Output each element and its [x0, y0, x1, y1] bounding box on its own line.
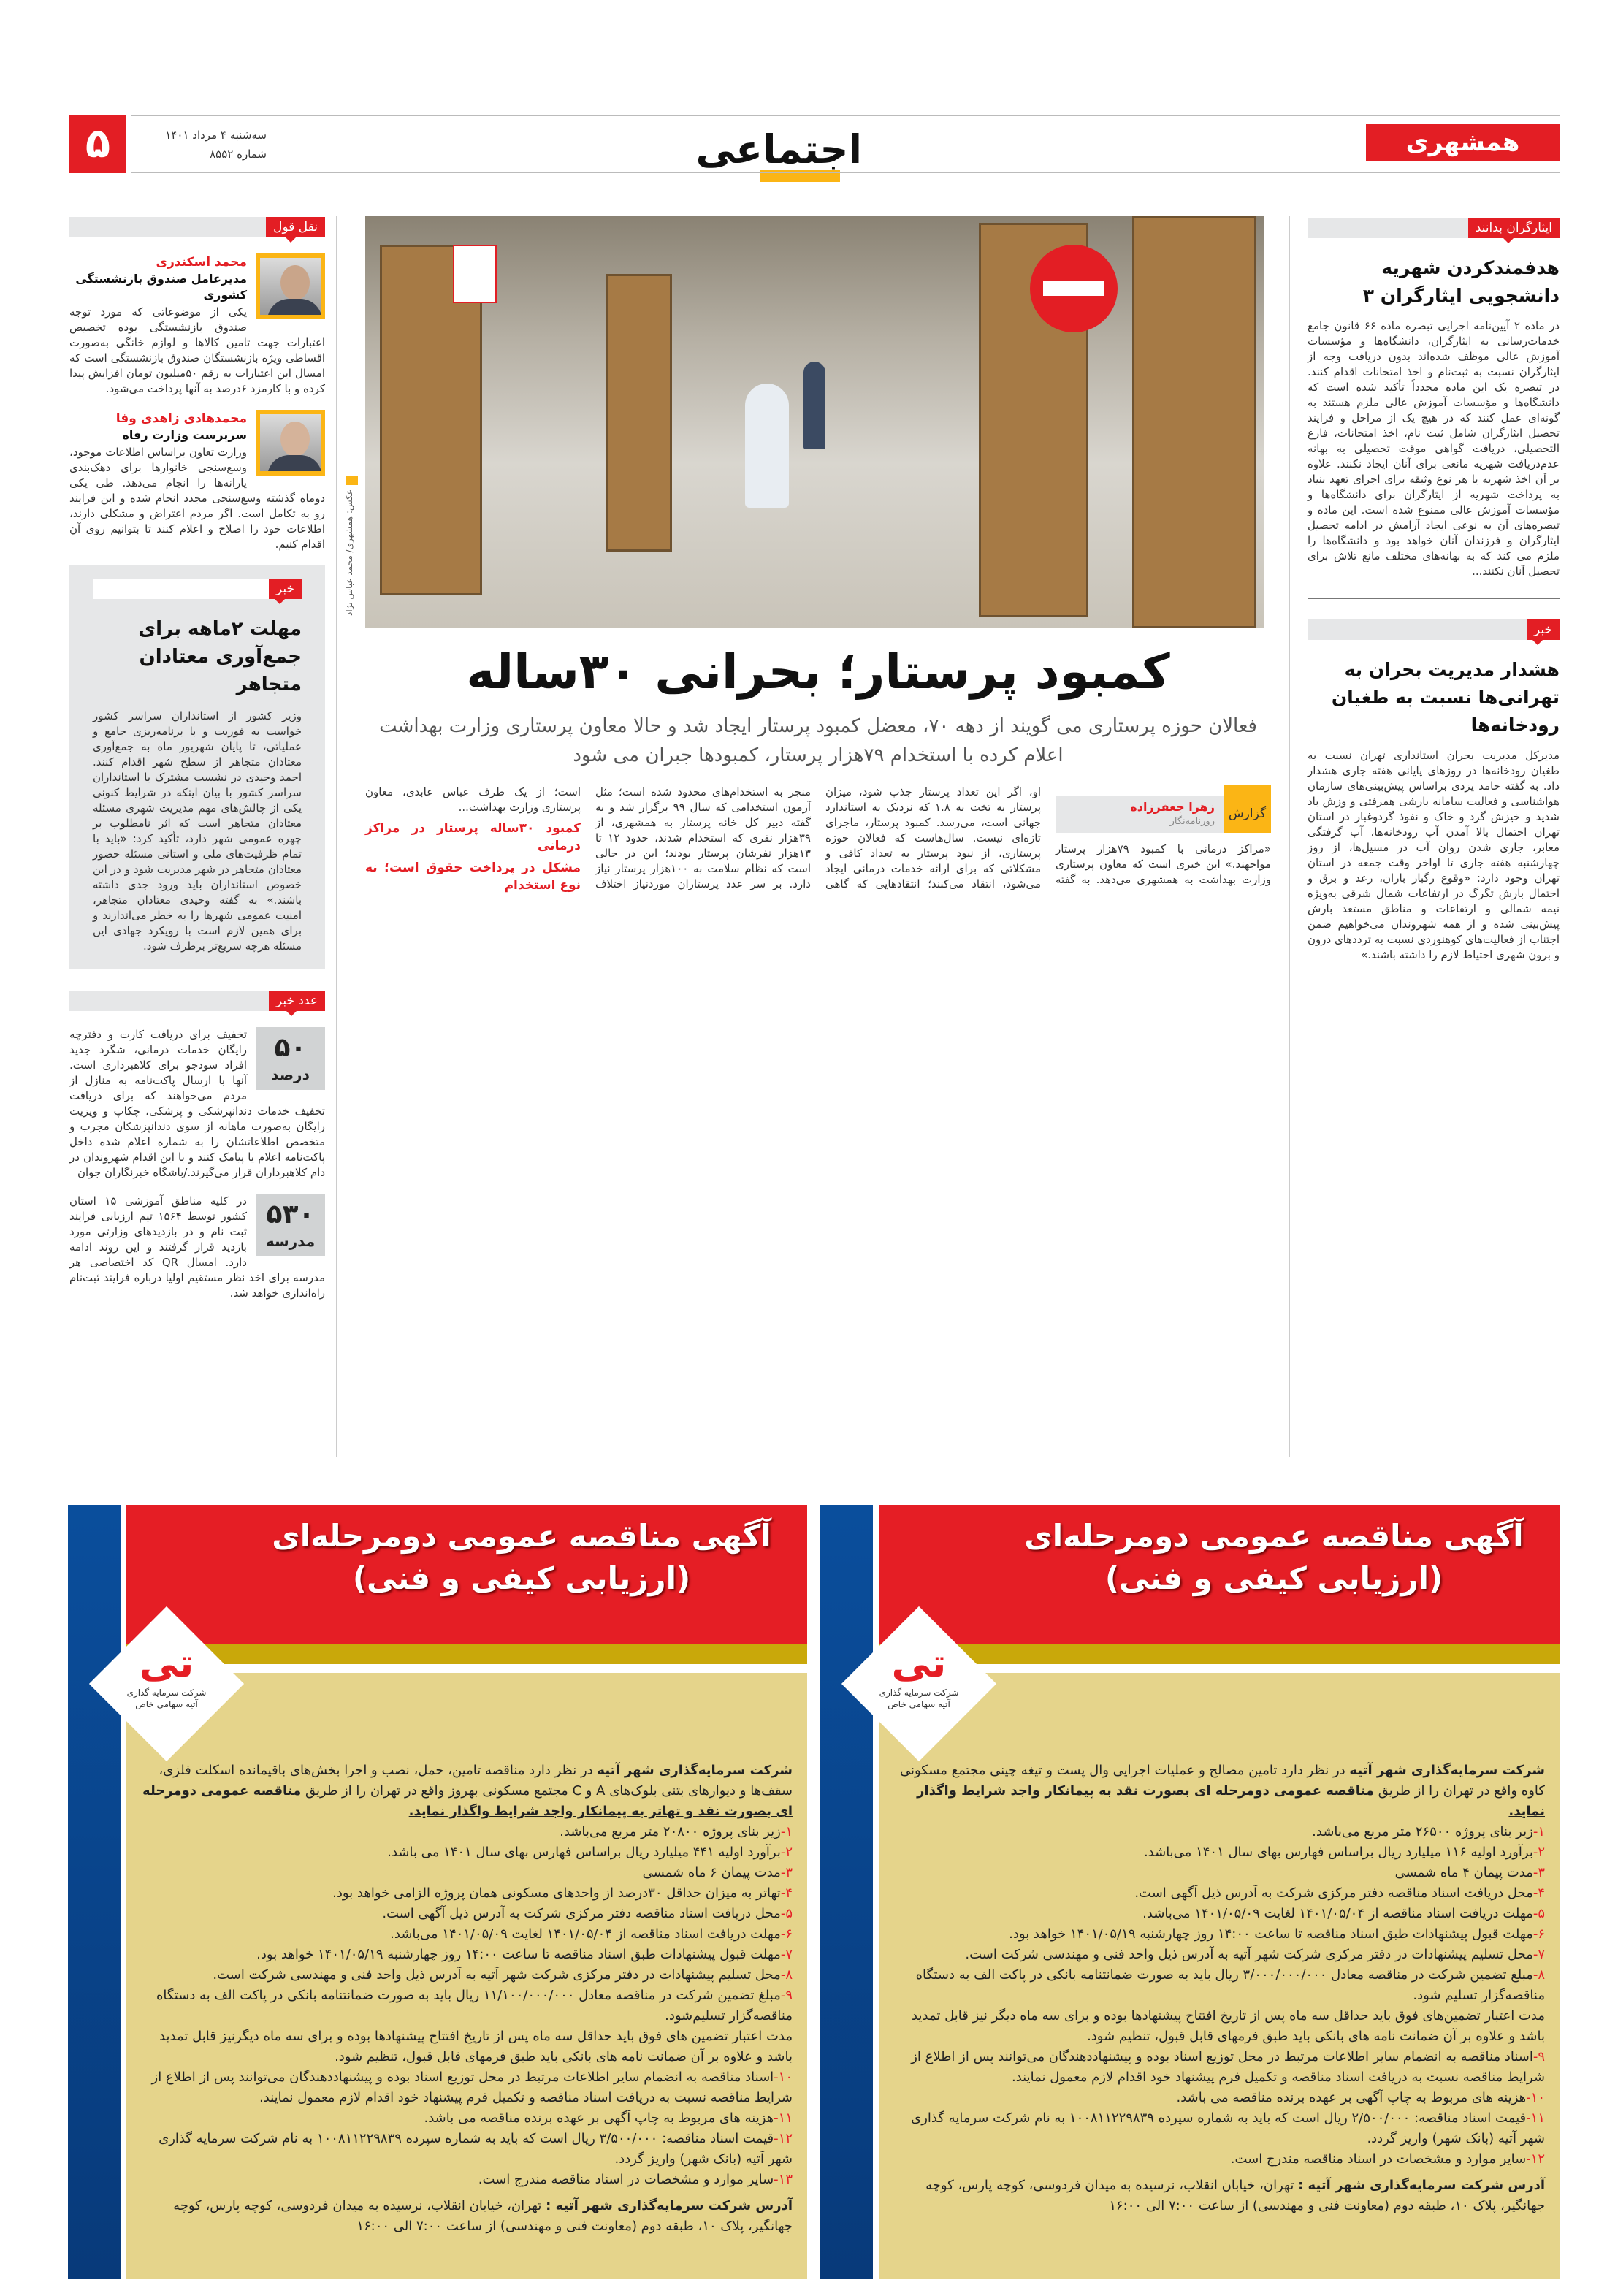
ad-item	[141, 1822, 793, 1842]
issue-number: شماره ۸۵۵۲	[210, 148, 267, 161]
ad-company: شرکت سرمایه‌گذاری شهر آتیه	[1349, 1763, 1545, 1778]
ad-item	[893, 2047, 1545, 2088]
no-smoking-sign	[453, 245, 497, 303]
section-title	[695, 126, 862, 179]
article-subhead: کمبود ۳۰ساله پرستار در مراکز درمانی	[365, 821, 581, 853]
ad-item-text: مهلت دریافت اسناد مناقصه از ۱۴۰۱/۰۵/۰۴ لغایت ۱۴۰۱/۰۵/۰۹ می‌باشد.	[1142, 1906, 1533, 1921]
left-column	[69, 217, 325, 1314]
ad-item	[893, 2108, 1545, 2149]
ad-items	[141, 1822, 793, 2190]
nurse-figure	[745, 384, 789, 508]
ad-item-text: اسناد مناقصه به انضمام سایر اطلاعات مرتبط در محل توزیع اسناد بوده و پیشنهاددهندگان می‌توانند پس از اطلاع از شرایط مناقصه نسبت به دریافت اسناد مناقصه و تکمیل فرم پیشنهاد خود اقدام لازم معمول نمایند.	[911, 2049, 1545, 2085]
photo-caption: عکس: همشهری/ محمد عباس نژاد	[344, 489, 354, 617]
no-entry-sign	[1030, 245, 1118, 332]
issue-date: سه‌شنبه ۴ مرداد ۱۴۰۱	[165, 129, 267, 142]
number-value: ۵۳۰	[266, 1200, 315, 1229]
article-paragraph: «مراکز درمانی با کمبود ۷۹هزار پرستار مواجهند.» این خبری است که معاون پرستاری وزارت بهداشت به همشهری می‌دهد. به گفته او، اگر این تعداد پرستار جذب شود، میزان پرستار به تخت به ۱.۸ که نزدیک به استاندارد جهانی است، می‌رسد. کمبود پرستار، ماجرای تازه‌ای نیست. سال‌هاست که فعالان حوزه پرستاری، از نبود پرستار به تعداد کافی و مشکلاتی که برای ارائه خدمات درمانی ایجاد می‌شود، انتقاد می‌کنند؛ انتقادهایی که گاهی منجر به استخدام‌های محدود شده است؛ مثل آزمون استخدامی که سال ۹۹ برگزار شد و به گفته دبیر کل خانه پرستار به همشهری، از ۳۹هزار نفری که استخدام شدند، حدود ۱۲ تا ۱۳هزار نفرشان پرستار بودند؛ این در حالی است که نظام سلامت به ۱۰۰هزار پرستار نیاز دارد. بر سر عدد پرستاران موردنیاز اختلاف است؛ از یک طرف عباس عابدی، معاون پرستاری وزارت بهداشت...	[365, 785, 1271, 890]
portrait-eskandari	[256, 253, 325, 319]
ad-item	[141, 1924, 793, 1945]
ad-item	[141, 2108, 793, 2129]
issue-info	[135, 126, 267, 164]
ad-item	[141, 2026, 793, 2067]
ad-intro	[893, 1761, 1545, 1822]
main-article-body	[365, 785, 1271, 894]
ad-item-number: ۱۲-	[1526, 2151, 1545, 2167]
ad-intro-bold: مناقصه عمومی دومرحله ای بصورت نقد به پیمانکار واجد شرایط واگذار نماید.	[917, 1783, 1545, 1819]
nurse-figure	[804, 362, 825, 449]
author-role: روزنامه‌نگار	[1169, 816, 1215, 827]
ad-item	[893, 1965, 1545, 2006]
ad-item-number: ۲-	[780, 1845, 793, 1860]
ad-item	[141, 2067, 793, 2108]
main-dek: فعالان حوزه پرستاری می گویند از دهه ۷۰، معضل کمبود پرستار ایجاد شد و حالا معاون پرستاری وزارت بهداشت اعلام کرده با استخدام ۷۹هزار پرستار، کمبودها جبران می شود	[379, 715, 1257, 766]
column-divider	[336, 216, 337, 1457]
ad-item-text: هزینه های مربوط به چاپ آگهی بر عهده برنده مناقصه می باشد.	[424, 2110, 774, 2126]
ad-item	[893, 1904, 1545, 1924]
ad-item-number: ۹-	[1532, 2049, 1545, 2064]
ad-item-text: محل تسلیم پیشنهادات در دفتر مرکزی شرکت شهر آتیه به آدرس ذیل واحد فنی و مهندسی شرکت است.	[213, 1967, 781, 1983]
ad-gold-band	[126, 1644, 807, 1664]
ad-address-label: آدرس شرکت سرمایه‌گذاری شهر آتیه :	[546, 2198, 793, 2213]
ad-item	[893, 1822, 1545, 1842]
ad-item	[141, 2129, 793, 2170]
ad-item	[893, 2149, 1545, 2170]
atieh-logo-text: شرکت سرمایه گذاری آتیه سهامی خاص	[126, 1687, 207, 1709]
ad-item-text: قیمت اسناد مناقصه: ۳/۵۰۰/۰۰۰ ریال است که باید به شماره سپرده ۱۰۰۸۱۱۲۲۹۸۳۹ به نام شرکت سرمایه گذاری شهر آتیه (بانک شهر) واریز گردد.	[159, 2131, 793, 2167]
ad-intro-text: در نظر دارد مناقصه تامین، حمل، نصب و اجرا بخش‌های باقیمانده اسکلت فلزی، سقف‌ها و دیوارهای بتنی بلوک‌های A و C مجتمع مسکونی بهروز واقع در تهران را از طریق	[159, 1763, 793, 1799]
veterans-tag-bar	[1308, 218, 1560, 238]
main-story	[365, 637, 1271, 894]
atieh-logo: تی شرکت سرمایه گذاری آتیه سهامی خاص	[864, 1640, 974, 1735]
quotes-tag: نقل قول	[266, 217, 325, 237]
ad-item-text: زیر بنای پروژه ۲۰۸۰۰ متر مربع می‌باشد.	[560, 1824, 781, 1839]
ad-item-number: ۱۳-	[774, 2172, 793, 2187]
ad-intro	[141, 1761, 793, 1822]
quote-item	[69, 410, 325, 552]
ad-item-text: محل دریافت اسناد مناقصه دفتر مرکزی شرکت به آدرس ذیل آگهی است.	[382, 1906, 781, 1921]
ad-address-text: تهران، خیابان انقلاب، نرسیده به میدان فردوسی، کوچه پارس، کوچه جهانگیر، پلاک ۱۰، طبقه دوم (معاونت فنی و مهندسی) از ساعت ۷:۰۰ الی ۱۶:۰۰	[173, 2198, 793, 2234]
news-tag-bar	[93, 579, 302, 599]
portrait-zahedi-vafa	[256, 410, 325, 476]
atieh-logo: تی شرکت سرمایه گذاری آتیه سهامی خاص	[112, 1640, 221, 1735]
main-headline: کمبود پرستار؛ بحرانی ۳۰ساله	[466, 644, 1170, 700]
author-name: زهرا جعفرزاده	[1130, 800, 1215, 814]
veterans-text: در ماده ۲ آیین‌نامه اجرایی تبصره ماده ۶۶ قانون جامع خدمات‌رسانی به ایثارگران، دانشگاه‌ها و مؤسسات آموزش عالی موظف شده‌اند بدون دریافت وجه از ایثارگران نسبت به ثبت‌نام و اخذ امتحانات اقدام کنند. در تبصره یک این ماده مجدداً تأکید شده است که دانشگاه‌ها و مؤسسات آموزش عالی ملزم هستند به گونه‌ای عمل کنند که در هیچ یک از مراحل و فرایند تحصیل ایثارگران شامل ثبت نام، اخذ امتحانات، فارغ التحصیلی، دریافت گواهی موقت تحصیلی به بهانه عدم‌دریافت شهریه مانعی برای آنان ایجاد نکنند. علاوه بر آن اخذ شهریه یا هر نوع وثیقه برای اجرای تعهد بنیاد به پرداخت شهریه از ایثارگران برای دانشگاه‌ها و مؤسسات آموزش عالی ممنوع شده است. این ماده و تبصره‌های آن به نوعی ایجاد آرامش در ادامه تحصیل ایثارگران و فرزندان آنان خواهد بود و دانشگاه‌ها را ملزم می کند که به بهانه‌های مختلف مانع تلاش برای تحصیل آنان نکنند...	[1308, 319, 1560, 578]
ad-address	[893, 2175, 1545, 2216]
numbers-tag-bar	[69, 991, 325, 1011]
ad-title-line: آگهی مناقصه عمومی دومرحله‌ای	[1024, 1518, 1524, 1554]
door	[606, 274, 672, 552]
ad-item-number: ۶-	[780, 1926, 793, 1942]
ad-item	[893, 1883, 1545, 1904]
caption-marker	[346, 476, 358, 485]
ad-item-text: مهلت قبول پیشنهادات طبق اسناد مناقصه تا ساعت ۱۴:۰۰ روز چهارشنبه ۱۴۰۱/۰۵/۱۹ خواهد بود.	[1009, 1926, 1533, 1942]
news-tag: خبر	[269, 579, 302, 599]
ad-item-number: ۴-	[780, 1885, 793, 1901]
ad-item-number: ۷-	[1532, 1947, 1545, 1962]
ad-address	[141, 2196, 793, 2237]
ad-subtitle-line: (ارزیابی کیفی و فنی)	[1104, 1560, 1443, 1596]
ad-title	[251, 1515, 793, 1600]
ad-item	[893, 1842, 1545, 1863]
ad-item-text: مدت اعتبار تضمین های فوق باید حداقل سه ماه پس از تاریخ افتتاح پیشنهادها بوده و برای سه ماه دیگرنیز قابل تمدید باشد و علاوه بر آن ضمانت نامه های بانکی باید طبق فرمهای قابل قبول، تنظیم شود.	[159, 2029, 793, 2064]
ad-item	[893, 2006, 1545, 2047]
header-top-rule	[131, 115, 1560, 116]
ad-item-number: ۲-	[1532, 1845, 1545, 1860]
ad-intro-text: در نظر دارد تامین مصالح و عملیات اجرایی وال پست و تیغه چینی مجتمع مسکونی کاوه واقع در تهران را از طریق	[900, 1763, 1545, 1799]
ad-item	[893, 1945, 1545, 1965]
column-divider	[1289, 216, 1290, 1457]
ad-text	[893, 1761, 1545, 2216]
quote-role: سرپرست وزارت رفاه	[122, 428, 247, 442]
ad-item-number: ۱-	[1532, 1824, 1545, 1839]
ad-item-text: مبلغ تضمین شرکت در مناقصه معادل ۱۱/۱۰۰/۰۰۰/۰۰۰ ریال باید به صورت ضمانتنامه بانکی در پاکت الف به دستگاه مناقصه‌گزار تسلیم‌شود.	[156, 1988, 793, 2024]
flood-news-title: هشدار مدیریت بحران به تهرانی‌ها نسبت به طغیان رودخانه‌ها	[1331, 659, 1560, 736]
ad-item	[141, 1842, 793, 1863]
ad-item-number: ۱۱-	[774, 2110, 793, 2126]
ad-item-text: مهلت قبول پیشنهادات طبق اسناد مناقصه تا ساعت ۱۴:۰۰ روز چهارشنبه ۱۴۰۱/۰۵/۱۹ خواهد بود.	[256, 1947, 781, 1962]
news-title: مهلت ۲ماهه برای جمع‌آوری معتادان متجاهر	[138, 618, 302, 695]
ad-item-number: ۳-	[1532, 1865, 1545, 1880]
ad-title	[1003, 1515, 1545, 1600]
hospital-corridor-photo	[365, 216, 1264, 628]
ad-item	[141, 1945, 793, 1965]
ad-item	[141, 1986, 793, 2026]
ad-item-number: ۵-	[1532, 1906, 1545, 1921]
ad-item-number: ۱۰-	[774, 2070, 793, 2085]
section-rule	[1308, 598, 1560, 599]
newspaper-logo: همشهری	[1366, 124, 1560, 161]
ad-item-text: مدت پیمان ۶ ماه شمسی	[642, 1865, 781, 1880]
ad-text	[141, 1761, 793, 2237]
ad-item-text: برآورد اولیه ۱۱۶ میلیارد ریال براساس فهارس بهای سال ۱۴۰۱ می‌باشد.	[1143, 1845, 1533, 1860]
news-box-addicts	[69, 565, 325, 969]
ad-item-text: محل تسلیم پیشنهادات در دفتر مرکزی شرکت شهر آتیه به آدرس ذیل واحد فنی و مهندسی شرکت است.	[965, 1947, 1533, 1962]
veterans-tag: ایثارگران بدانند	[1468, 218, 1560, 238]
ad-item-number: ۷-	[780, 1947, 793, 1962]
ad-item-text: سایر موارد و مشخصات در اسناد مناقصه مندرج است.	[478, 2172, 774, 2187]
quotes-tag-bar	[69, 217, 325, 237]
ad-item	[141, 1883, 793, 1904]
ad-item-number: ۱۰-	[1526, 2090, 1545, 2105]
ad-item-number: ۳-	[780, 1865, 793, 1880]
ad-item-number: ۸-	[780, 1967, 793, 1983]
veterans-title: هدفمندکردن شهریه دانشجویی ایثارگران ۳	[1362, 257, 1560, 306]
ad-item-text: سایر موارد و مشخصات در اسناد مناقصه مندرج است.	[1230, 2151, 1527, 2167]
atieh-logo-text: شرکت سرمایه گذاری آتیه سهامی خاص	[879, 1687, 959, 1709]
quote-text: وزارت تعاون براساس اطلاعات موجود، وسع‌سنجی خانوارها برای دهک‌بندی یارانه‌ها را انجام می‌دهد. طی یکی دوماه گذشته وسع‌سنجی مجدد انجام شده و این فرایند رو به تکامل است. اگر مردم اعتراض و مشکلی دارند، اطلاعات خود را اصلاح و اعلام کنند تا بتوانیم روی آن اقدام کنیم.	[69, 446, 325, 551]
ad-item-number: ۱۱-	[1526, 2110, 1545, 2126]
ad-item-text: هزینه های مربوط به چاپ آگهی بر عهده برنده مناقصه می باشد.	[1176, 2090, 1527, 2105]
quote-role: مدیرعامل صندوق بازنشستگی کشوری	[75, 272, 247, 302]
ad-item	[141, 1863, 793, 1883]
number-unit: درصد	[271, 1066, 310, 1083]
ad-subtitle-line: (ارزیابی کیفی و فنی)	[352, 1560, 691, 1596]
numbers-tag: عدد خبر	[269, 991, 325, 1011]
quote-name: محمدهادی زاهدی وفا	[115, 411, 247, 426]
number-text: در کلیه مناطق آموزشی ۱۵ استان کشور توسط ۱۵۶۴ تیم ارزیابی فرایند ثبت نام و در بازدیدهای وزارتی مورد بازدید قرار گرفتند و این روند ادامه دارد. امسال QR کد اختصاصی هر مدرسه برای اخذ نظر مستقیم اولیا درباره فرایند ثبت‌نام راه‌اندازی خواهد شد.	[69, 1194, 325, 1300]
ad-item	[893, 1863, 1545, 1883]
quote-item	[69, 253, 325, 397]
number-badge	[256, 1194, 325, 1256]
ad-item	[893, 1924, 1545, 1945]
ad-item-number: ۹-	[780, 1988, 793, 2003]
ad-item	[141, 1965, 793, 1986]
flood-news-text: مدیرکل مدیریت بحران استانداری تهران نسبت به طغیان رودخانه‌ها در روزهای پایانی هفته جاری هشدار داد. به گفته حامد یزدی براساس پیش‌بینی‌های سازمان هواشناسی و فعالیت سامانه بارشی همرفتی و وزش باد شدید و خیزش گرد و خاک و نفوذ گردوغبار در استان تهران احتمال بالا آمدن آب رودخانه‌ها، آب گرفتگی معابر، جاری شدن روان آب در مسیل‌ها، از روز چهارشنبه هفته جاری تا اواخر وقت جمعه در استان تهران وجود دارد: «وقوع رگبار باران، رعد و برق و احتمال بارش تگرگ در ارتفاعات شمال شرقی به‌ویژه نیمه شمالی و ارتفاعات و مناطق مستعد بارش پیش‌بینی شده و از همه شهروندان می‌خواهیم ضمن اجتناب از فعالیت‌های کوهنوردی نسبت به ترددهای درون و برون شهری احتیاط لازم را داشته باشند.»	[1308, 749, 1560, 961]
news-tag: خبر	[1527, 619, 1560, 640]
ad-item-text: مدت اعتبار تضمین‌های فوق باید حداقل سه ماه پس از تاریخ افتتاح پیشنهادها بوده و برای سه ماه دیگر نیز قابل تمدید باشد و علاوه بر آن ضمانت نامه های بانکی باید طبق فرمهای قابل قبول، تنظیم شود.	[912, 2008, 1545, 2044]
number-badge	[256, 1027, 325, 1090]
door	[1132, 216, 1256, 628]
ad-item	[893, 2088, 1545, 2108]
ad-item-number: ۶-	[1532, 1926, 1545, 1942]
number-value: ۵۰	[274, 1033, 307, 1063]
ad-blue-stripe	[820, 1505, 873, 2279]
byline	[1056, 796, 1224, 833]
section-title-text: اجتماعی	[695, 126, 862, 172]
quote-name: محمد اسکندری	[156, 255, 247, 270]
page-number: ۵	[69, 115, 126, 173]
ad-intro-bold: مناقصه عمومی دومرحله ای بصورت نقد و تهاتر به پیمانکار واجد شرایط واگذار نماید.	[142, 1783, 793, 1819]
right-column	[1308, 218, 1560, 963]
tender-ad-kaveh	[820, 1505, 1560, 2279]
ad-address-label: آدرس شرکت سرمایه‌گذاری شهر آتیه :	[1298, 2178, 1545, 2193]
ad-item	[141, 1904, 793, 1924]
ad-item-text: اسناد مناقصه به انضمام سایر اطلاعات مرتبط در محل توزیع اسناد بوده و پیشنهاددهندگان می‌توانند پس از اطلاع از شرایط مناقصه نسبت به دریافت اسناد مناقصه و تکمیل فرم پیشنهاد خود اقدام لازم معمول نمایند.	[151, 2070, 793, 2105]
ad-item-number: ۱-	[780, 1824, 793, 1839]
number-item	[69, 1027, 325, 1181]
ad-company: شرکت سرمایه‌گذاری شهر آتیه	[597, 1763, 793, 1778]
ad-item-text: زیر بنای پروژه ۲۶۵۰۰ متر مربع می‌باشد.	[1312, 1824, 1533, 1839]
ad-item-number: ۴-	[1532, 1885, 1545, 1901]
article-subhead: مشکل در پرداخت حقوق است؛ نه نوع استخدام	[365, 861, 581, 893]
ad-blue-stripe	[68, 1505, 121, 2279]
byline-header	[1056, 785, 1271, 833]
ad-item-number: ۸-	[1532, 1967, 1545, 1983]
ad-item-text: مدت پیمان ۴ ماه شمسی	[1394, 1865, 1533, 1880]
news-text: وزیر کشور از استانداران سراسر کشور خواست به فوریت و با برنامه‌ریزی جامع و عملیاتی، تا پایان شهریور ماه به جمع‌آوری معتادان متجاهر از سطح شهر اقدام کنند. احمد وحیدی در نشست مشترک با استانداران سراسر کشور با بیان اینکه در شرایط کنونی یکی از چالش‌های مهم مدیریت شهری مسئله معتادان متجاهر است که اثر نامطلوب بر چهره عمومی شهر دارد، تأکید کرد: «باید با تمام ظرفیت‌های ملی و استانی مسئله حضور معتادان متجاهر در شهر مدیریت شود و در این خصوص استانداران باید ورود جدی داشته باشند.» به گفته وحیدی معتادان متجاهر، امنیت عمومی شهرها را به خطر می‌اندازند و برای همین لازم است با رویکرد جهادی این مسئله هرچه سریع‌تر برطرف شود.	[93, 709, 302, 953]
number-item	[69, 1194, 325, 1301]
news-tag-bar	[1308, 619, 1560, 640]
number-text: تخفیف برای دریافت کارت و دفترچه رایگان خدمات درمانی، شگرد جدید افراد سودجو برای کلاهبرداری است. آنها با ارسال پاکت‌نامه به منازل از مردم می‌خواهند که برای دریافت تخفیف خدمات دندانپزشکی و پزشکی، چکاپ و ویزیت رایگان به‌صورت ماهانه از سوی دندانپزشکان مجرب و متخصص اطلاعاتشان را به شماره اعلام شده داخل پاکت‌نامه اعلام یا پیامک کنند و با این اقدام شهروندان در دام کلاهبرداران قرار می‌گیرند./باشگاه خبرنگاران جوان	[69, 1028, 325, 1179]
quote-text: یکی از موضوعاتی که مورد توجه صندوق بازنشستگی بوده تخصیص اعتبارات جهت تامین کالاها و لوازم خانگی به‌صورت اقساطی ویژه بازنشستگان صندوق بازنشستگی است که امسال این اعتبارات به رقم ۵۰میلیون تومان افزایش پیدا کرده و با کارمزد ۶درصد به آنها پرداخت می‌شود.	[69, 305, 325, 395]
ad-item-text: محل دریافت اسناد مناقصه دفتر مرکزی شرکت به آدرس ذیل آگهی است.	[1134, 1885, 1533, 1901]
ad-item-text: مبلغ تضمین شرکت در مناقصه معادل ۳/۰۰۰/۰۰۰/۰۰۰ ریال باید به صورت ضمانتنامه بانکی در پاکت الف به دستگاه مناقصه‌گزار تسلیم شود.	[915, 1967, 1545, 2003]
number-unit: مدرسه	[265, 1232, 316, 1250]
ad-title-line: آگهی مناقصه عمومی دومرحله‌ای	[272, 1518, 771, 1554]
ad-item-number: ۵-	[780, 1906, 793, 1921]
ad-item-text: قیمت اسناد مناقصه: ۲/۵۰۰/۰۰۰ ریال است که باید به شماره سپرده ۱۰۰۸۱۱۲۲۹۸۳۹ به نام شرکت سرمایه گذاری شهر آتیه (بانک شهر) واریز گردد.	[911, 2110, 1545, 2146]
ad-items	[893, 1822, 1545, 2170]
report-tag: گزارش	[1224, 785, 1271, 833]
ad-gold-band	[879, 1644, 1560, 1664]
ad-item-text: مهلت دریافت اسناد مناقصه از ۱۴۰۱/۰۵/۰۴ لغایت ۱۴۰۱/۰۵/۰۹ می‌باشد.	[390, 1926, 781, 1942]
ad-item-text: تهاتر به میزان حداقل ۳۰درصد از واحدهای مسکونی همان پروژه الزامی خواهد بود.	[332, 1885, 781, 1901]
tender-ad-behrouz	[68, 1505, 807, 2279]
ad-item-number: ۱۲-	[774, 2131, 793, 2146]
ad-item	[141, 2170, 793, 2190]
ad-address-text: تهران، خیابان انقلاب، نرسیده به میدان فردوسی، کوچه پارس، کوچه جهانگیر، پلاک ۱۰، طبقه دوم (معاونت فنی و مهندسی) از ساعت ۷:۰۰ الی ۱۶:۰۰	[925, 2178, 1545, 2213]
ad-item-text: برآورد اولیه ۴۴۱ میلیارد ریال براساس فهارس بهای سال ۱۴۰۱ می باشد.	[387, 1845, 781, 1860]
